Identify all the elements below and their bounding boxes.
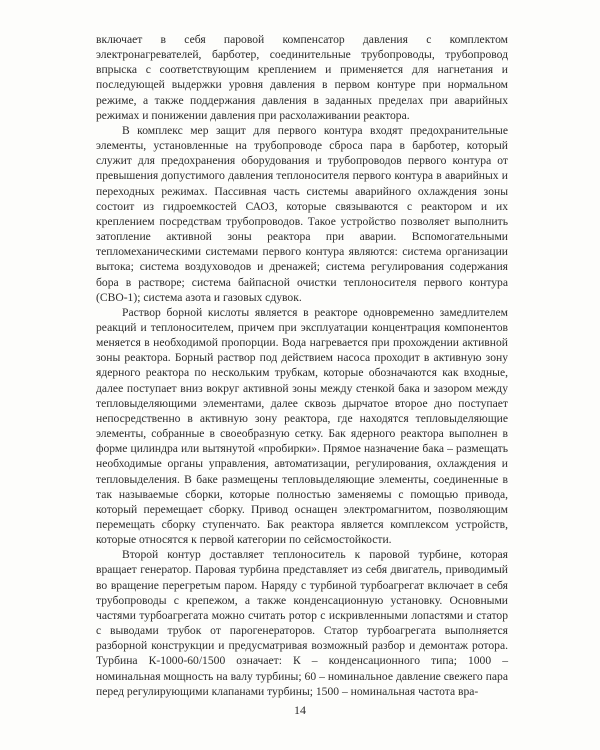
page-number: 14 <box>294 703 306 717</box>
paragraph-3: Раствор борной кислоты является в реакторе одновременно замедлителем реакций и теплоносителем, причем при эксплуатации концентрация компонентов меняется в необходимой пропорции. Вода нагревается при прохождении активной зоны реактора. Борный раствор под действием насоса проходит в активную зону ядерного реактора по нескольким трубкам, которые обозначаются как входные, далее поступает вниз вокруг активной зоны между стенкой бака и зазором между тепловыделяющими элементами, далее сквозь дырчатое второе дно поступает непосредственно в активную зону реактора, где находятся тепловыделяющие элементы, собранные в своеобразную сетку. Бак ядерного реактора выполнен в форме цилиндра или вытянутой «пробирки». Прямое назначение бака – размещать необходимые органы управления, автоматизации, регулирования, охлаждения и тепловыделения. В баке размещены тепловыделяющие элементы, соединенные в так называемые сборки, которые полностью заменяемы с помощью привода, который перемещает сборку. Привод оснащен электромагнитом, позволяющим перемещать сборку ступенчато. Бак реактора является комплексом устройств, которые относятся к первой категории по сейсмостойкости. <box>96 305 508 547</box>
paragraph-4: Второй контур доставляет теплоноситель к паровой турбине, которая вращает генератор. Паровая турбина представляет из себя двигатель, приводимый во вращение перегретым паром. Наряду с турбиной турбоагрегат включает в себя трубопроводы с крепежом, а также конденсационную установку. Основными частями турбоагрегата можно считать ротор с искривленными лопастями и статор с выводами трубок от парогенераторов. Статор турбоагрегата выполняется разборной конструкции и предусматривая возможный разбор и демонтаж ротора. Турбина К-1000-60/1500 означает: К – конденсационного типа; 1000 – номинальная мощность на валу турбины; 60 – номинальное давление свежего пара перед регулирующими клапанами турбины; 1500 – номинальная частота вра- <box>96 548 508 698</box>
body-text <box>96 32 508 699</box>
paragraph-2: В комплекс мер защит для первого контура входят предохранительные элементы, установленные на трубопроводе сброса пара в барботер, который служит для предохранения оборудования и трубопроводов первого контура от превышения допустимого давления теплоносителя первого контура в аварийных и переходных режимах. Пассивная часть системы аварийного охлаждения зоны состоит из гидроемкостей САОЗ, которые связываются с реактором и их креплением посредствам трубопроводов. Такое устройство позволяет выполнить затопление активной зоны реактора при аварии. Вспомогательными тепломеханическими системами первого контура являются: система организации вытока; система воздуховодов и дренажей; система регулирования содержания бора в растворе; система байпасной очистки теплоносителя первого контура (СВО-1); система азота и газовых сдувок. <box>96 123 508 304</box>
paragraph-1: включает в себя паровой компенсатор давления с комплектом электронагревателей, барботер, соединительные трубопроводы, трубопровод впрыска с соответствующим креплением и применяется для нагнетания и последующей выдержки уровня давления в первом контуре при нормальном режиме, а также поддержания давления в заданных пределах при аварийных режимах и понижении давления при расхолаживании реактора. <box>96 33 508 122</box>
